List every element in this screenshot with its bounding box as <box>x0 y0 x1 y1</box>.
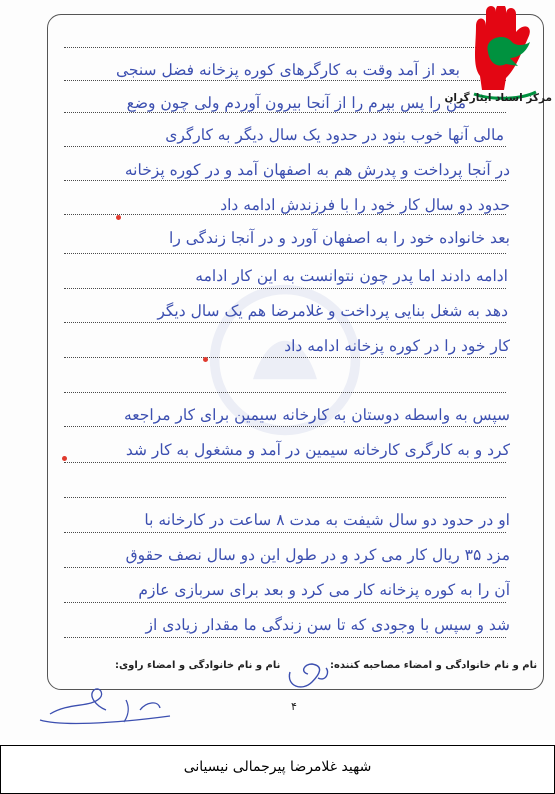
caption-box <box>0 745 555 794</box>
red-mark <box>116 215 121 220</box>
handwritten-line: حدود دو سال کار خود را با فرزندش ادامه داد <box>220 196 510 214</box>
handwritten-line: مزد ۳۵ ریال کار می کرد و در طول این دو سال نصف حقوق <box>125 546 510 564</box>
narrator-signature <box>30 680 180 735</box>
handwritten-line: کار خود را در کوره پزخانه ادامه داد <box>284 337 510 355</box>
red-mark <box>62 456 67 461</box>
ruled-line <box>64 392 506 393</box>
ruled-line <box>64 47 506 48</box>
handwritten-line: در آنجا پرداخت و پدرش هم به اصفهان آمد و در کوره پزخانه <box>124 161 510 179</box>
page-number: ۴ <box>291 700 297 713</box>
handwritten-line: سپس به واسطه دوستان به کارخانه سیمین برای کار مراجعه <box>123 406 510 424</box>
handwritten-line: آن را به کوره پزخانه کار می کرد و بعد برای سربازی عازم <box>138 581 510 599</box>
ruled-line <box>64 462 506 463</box>
ruled-line <box>64 602 506 603</box>
ruled-line <box>64 497 506 498</box>
handwritten-line: بعد از آمد وقت به کارگرهای کوره پزخانه فضل سنجی <box>115 61 460 79</box>
handwritten-line: کرد و به کارگری کارخانه سیمین در آمد و مشغول به کار شد <box>125 441 510 459</box>
ruled-line <box>64 322 506 323</box>
handwritten-line: ادامه دادند اما پدر چون نتوانست به این کار ادامه <box>195 267 508 285</box>
ruled-line <box>64 567 506 568</box>
logo-name: مرکز اسناد ایثارگران <box>444 92 552 104</box>
ruled-line <box>64 180 506 181</box>
interviewer-signature-label: نام و نام خانوادگی و امضاء مصاحبه کننده: <box>330 660 538 671</box>
handwritten-line: او در حدود دو سال شیفت به مدت ۸ ساعت در کارخانه با <box>144 511 510 529</box>
ruled-line <box>64 80 506 81</box>
handwritten-line: دهد به شغل بنایی پرداخت و غلامرضا هم یک سال دیگر <box>157 302 508 320</box>
ruled-line <box>64 253 506 254</box>
handwritten-line: من را پس بپرم را از آنجا بیرون آوردم ولی چون وضع <box>126 94 466 112</box>
handwritten-line: شد و سپس با وجودی که تا سن زندگی ما مقدار زیادی از <box>145 616 510 634</box>
interviewer-signature <box>282 658 334 694</box>
ruled-line <box>64 146 506 147</box>
narrator-signature-label: نام و نام خانوادگی و امضاء راوی: <box>115 660 281 671</box>
red-mark <box>203 357 208 362</box>
ruled-line <box>64 426 506 427</box>
caption-text: شهید غلامرضا پیرجمالی نیسیانی <box>183 759 372 775</box>
ruled-line <box>64 288 506 289</box>
handwritten-line: بعد خانواده خود را به اصفهان آورد و در آنجا زندگی را <box>169 229 510 247</box>
ruled-line <box>64 357 506 358</box>
ruled-line <box>64 637 506 638</box>
ruled-line <box>64 532 506 533</box>
handwritten-line: مالی آنها خوب بنود در حدود یک سال دیگر به کارگری <box>165 126 504 144</box>
